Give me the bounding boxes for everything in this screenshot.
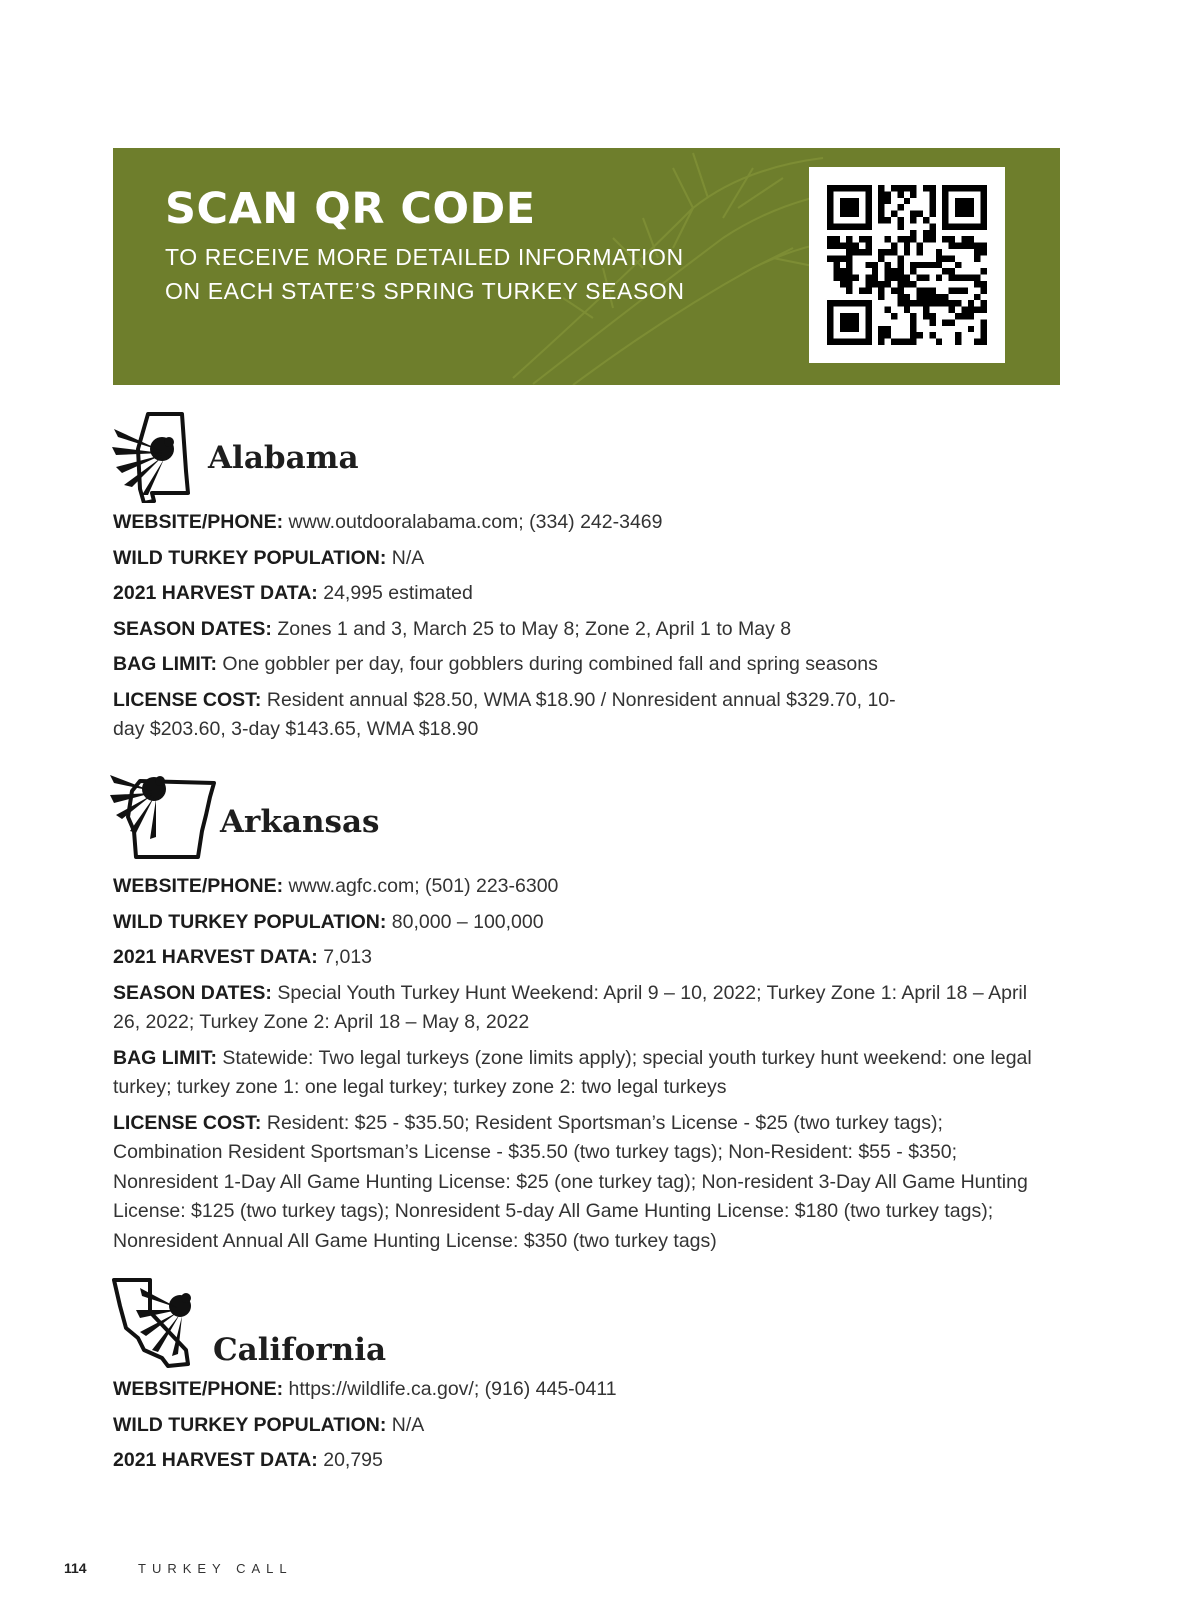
website-link[interactable]: www.agfc.com; (501) 223-6300 [288,875,559,897]
info-row-population: WILD TURKEY POPULATION: 80,000 – 100,000 [113,910,544,933]
state-info-california [113,1375,1053,1482]
info-row-website: WEBSITE/PHONE: https://wildlife.ca.gov/; (916) 445-0411 [113,1378,617,1400]
state-info-arkansas [113,872,1053,1262]
info-row-harvest: 2021 HARVEST DATA: 24,995 estimated [113,582,473,604]
state-info-alabama [113,508,1053,751]
info-row-bag-limit: BAG LIMIT: One gobbler per day, four gobblers during combined fall and spring seasons [113,653,878,675]
info-row-season-dates: SEASON DATES: Special Youth Turkey Hunt Weekend: April 9 – 10, 2022; Turkey Zone 1: April 18 – April 26, 2022; Turkey Zone 2: April 18 – May 8, 2022 [113,981,1028,1033]
california-turkey-icon [110,1276,202,1370]
page-number: 114 [64,1560,87,1576]
info-row-website: WEBSITE/PHONE: www.agfc.com; (501) 223-6300 [113,875,559,897]
info-row-season-dates: SEASON DATES: Zones 1 and 3, March 25 to May 8; Zone 2, April 1 to May 8 [113,617,792,640]
info-row-license-cost: LICENSE COST: Resident annual $28.50, WMA $18.90 / Nonresident annual $329.70, 10-day $203.60, 3-day $143.65, WMA $18.90 [113,688,896,740]
alabama-turkey-icon [112,411,192,503]
state-name-alabama: Alabama [208,440,359,476]
info-row-website: WEBSITE/PHONE: www.outdooralabama.com; (334) 242-3469 [113,511,663,533]
banner-subtitle-line-1: TO RECEIVE MORE DETAILED INFORMATION [165,244,684,270]
qr-banner [113,148,1060,385]
qr-code[interactable] [809,167,1005,363]
website-link[interactable]: https://wildlife.ca.gov/; (916) 445-0411 [288,1378,617,1400]
state-name-california: California [213,1332,387,1368]
info-row-harvest: 2021 HARVEST DATA: 7,013 [113,946,373,968]
info-row-license-cost: LICENSE COST: Resident: $25 - $35.50; Resident Sportsman’s License - $25 (two turkey tags); Combination Resident Sportsman’s License - $35.50 (two turkey tags); Non-Resident: $55 - $350; Nonresident 1-Day All Game Hunting License: $25 (one turkey tag); Non-resident 3-Day All Game Hunting License: $125 (two turkey tags); Nonresident 5-day All Game Hunting License: $180 (two turkey tags); Nonresident Annual All Game Hunting License: $350 (two turkey tags) [113,1111,1028,1252]
banner-title: SCAN QR CODE [165,184,536,234]
info-row-population: WILD TURKEY POPULATION: N/A [113,1413,425,1436]
state-name-arkansas: Arkansas [220,804,380,840]
arkansas-turkey-icon [110,771,220,861]
info-row-population: WILD TURKEY POPULATION: N/A [113,546,425,569]
website-link[interactable]: www.outdooralabama.com; (334) 242-3469 [288,511,663,533]
qr-code-icon [827,185,987,345]
banner-subtitle [165,240,685,308]
banner-subtitle-line-2: ON EACH STATE’S SPRING TURKEY SEASON [165,278,685,304]
magazine-name: TURKEY CALL [138,1561,293,1576]
info-row-harvest: 2021 HARVEST DATA: 20,795 [113,1449,383,1471]
info-row-bag-limit: BAG LIMIT: Statewide: Two legal turkeys (zone limits apply); special youth turkey hunt weekend: one legal turkey; turkey zone 1: one legal turkey; turkey zone 2: two legal turkeys [113,1046,1032,1098]
